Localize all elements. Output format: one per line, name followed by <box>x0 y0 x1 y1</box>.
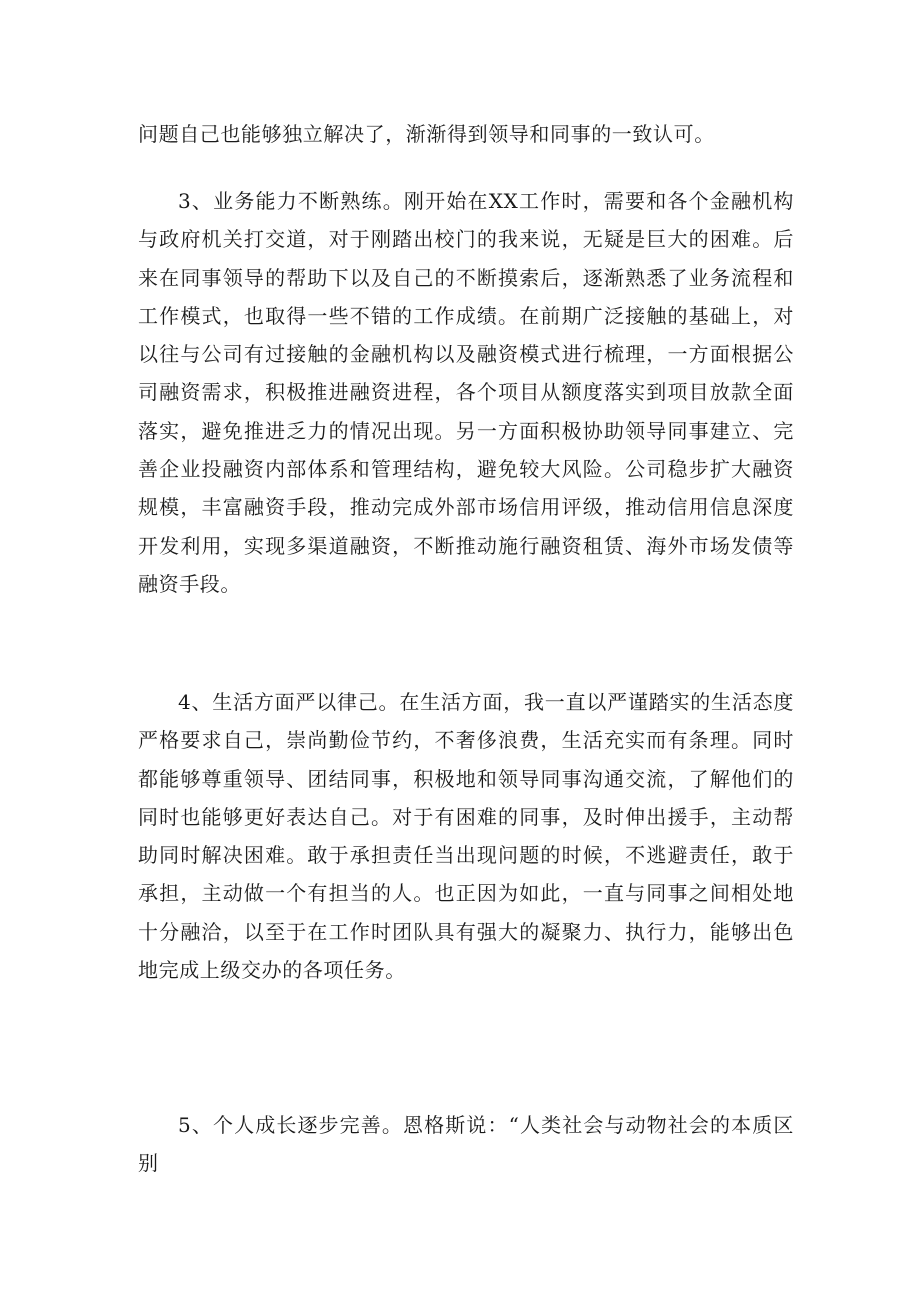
paragraph-business-ability: 3、业务能力不断熟练。刚开始在XX工作时，需要和各个金融机构与政府机关打交道，对于刚踏出校门的我来说，无疑是巨大的困难。后来在同事领导的帮助下以及自己的不断摸索后，逐渐熟悉了业务流程和工作模式，也取得一些不错的工作成绩。在前期广泛接触的基础上，对以往与公司有过接触的金融机构以及融资模式进行梳理，一方面根据公司融资需求，积极推进融资进程，各个项目从额度落实到项目放款全面落实，避免推进乏力的情况出现。另一方面积极协助领导同事建立、完善企业投融资内部体系和管理结构，避免较大风险。公司稳步扩大融资规模，丰富融资手段，推动完成外部市场信用评级，推动信用信息深度开发利用，实现多渠道融资，不断推动施行融资租赁、海外市场发债等融资手段。 <box>138 189 794 596</box>
paragraph-personal-growth: 5、个人成长逐步完善。恩格斯说：“人类社会与动物社会的本质区别 <box>138 1113 794 1176</box>
paragraph-continued: 问题自己也能够独立解决了，渐渐得到领导和同事的一致认可。 <box>138 122 715 146</box>
paragraph-life-discipline: 4、生活方面严以律己。在生活方面，我一直以严谨踏实的生活态度严格要求自己，崇尚勤俭节约，不奢侈浪费，生活充实而有条理。同时都能够尊重领导、团结同事，积极地和领导同事沟通交流，了解他们的同时也能够更好表达自己。对于有困难的同事，及时伸出援手，主动帮助同时解决困难。敢于承担责任当出现问题的时候，不逃避责任，敢于承担，主动做一个有担当的人。也正因为如此，一直与同事之间相处地十分融洽，以至于在工作时团队具有强大的凝聚力、执行力，能够出色地完成上级交办的各项任务。 <box>138 690 794 983</box>
